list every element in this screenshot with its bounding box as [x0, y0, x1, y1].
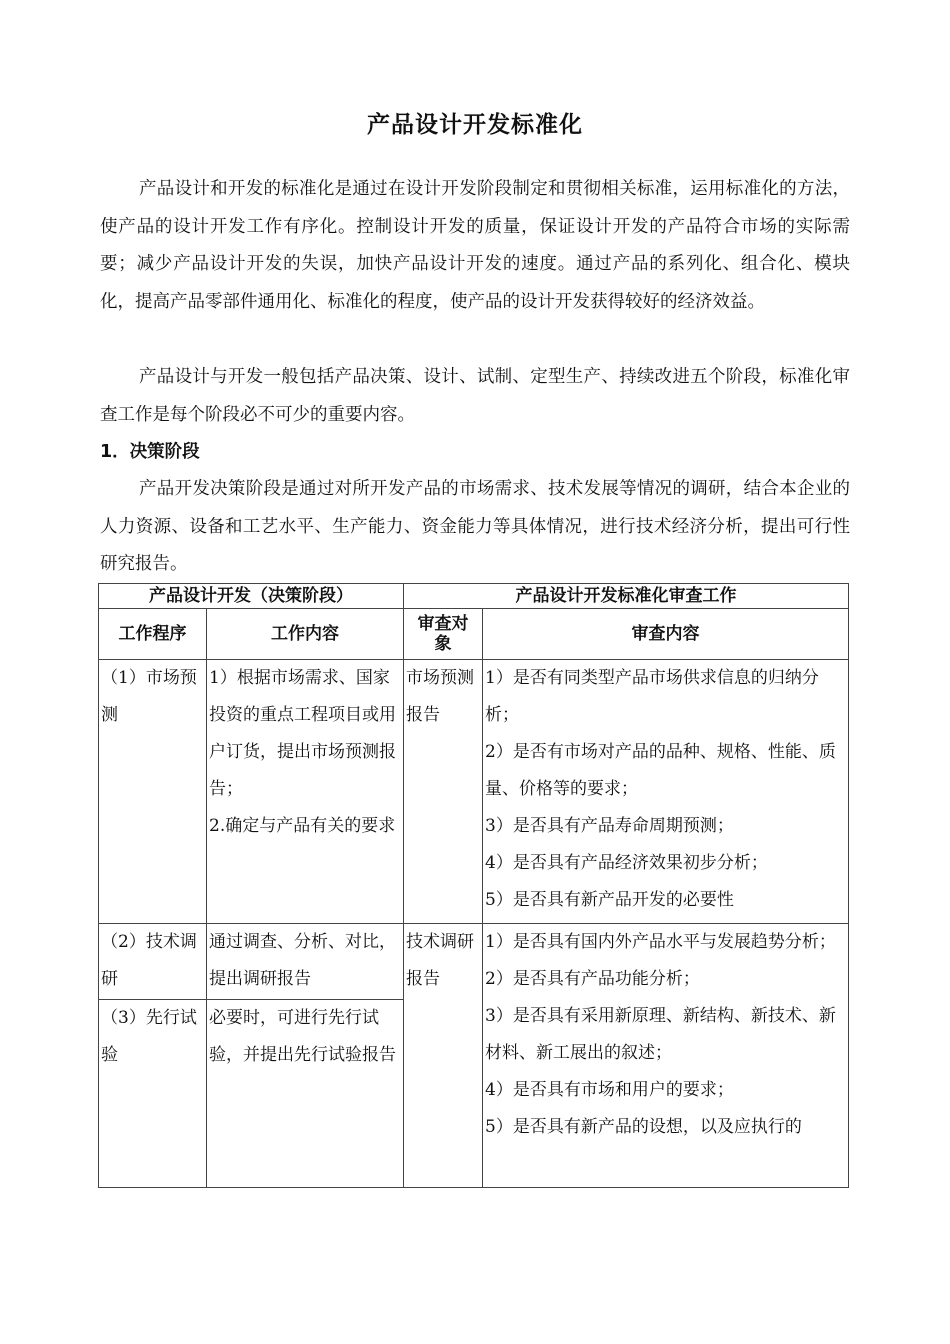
intro-paragraph-2: 产品设计与开发一般包括产品决策、设计、试制、定型生产、持续改进五个阶段，标准化审查工作是每个阶段必不可少的重要内容。: [100, 367, 850, 425]
review-item: 4）是否具有产品经济效果初步分析；: [485, 853, 768, 873]
content-line: 2.确定与产品有关的要求: [209, 816, 396, 836]
intro-paragraph-1: 产品设计和开发的标准化是通过在设计开发阶段制定和贯彻相关标准，运用标准化的方法，使产品的设计开发工作有序化。控制设计开发的质量，保证设计开发的产品符合市场的实际需要；减少产品设计开发的失误，加快产品设计开发的速度。通过产品的系列化、组合化、模块化，提高产品零部件通用化、标准化的程度，使产品的设计开发获得较好的经济效益。: [100, 179, 850, 312]
procedure-cell: [99, 1000, 207, 1188]
group-header-decision: 产品设计开发（决策阶段）: [99, 584, 404, 609]
column-header-review: 审查内容: [483, 609, 849, 660]
table-group-header-row: [99, 584, 849, 609]
section-heading: 1．决策阶段: [100, 442, 200, 462]
group-header-review: 产品设计开发标准化审查工作: [404, 584, 849, 609]
review-item: 4）是否具有市场和用户的要求；: [485, 1080, 734, 1100]
object-text: 技术调研报告: [406, 932, 474, 989]
object-cell: [404, 924, 483, 1188]
document-title: 产品设计开发标准化: [367, 112, 583, 138]
review-item: 1）是否有同类型产品市场供求信息的归纳分析；: [485, 668, 819, 725]
object-cell: [404, 660, 483, 924]
review-item: 2）是否具有产品功能分析；: [485, 969, 700, 989]
column-header-object: 审查对象: [404, 609, 483, 660]
table-column-header-row: [99, 609, 849, 660]
procedure-cell: [99, 660, 207, 924]
table-row: [99, 660, 849, 924]
content-line: 1）根据市场需求、国家投资的重点工程项目或用户订货，提出市场预测报告；: [209, 668, 396, 799]
content-line: 必要时，可进行先行试验，并提出先行试验报告: [209, 1008, 396, 1065]
object-text: 市场预测报告: [406, 668, 474, 725]
review-cell: [483, 924, 849, 1188]
review-item: 3）是否具有产品寿命周期预测；: [485, 816, 734, 836]
table-row: [99, 924, 849, 1000]
content-cell: [207, 1000, 404, 1188]
review-table: [98, 583, 849, 1188]
procedure-cell: [99, 924, 207, 1000]
review-cell: [483, 660, 849, 924]
content-cell: [207, 924, 404, 1000]
review-item: 5）是否具有新产品开发的必要性: [485, 890, 734, 910]
content-cell: [207, 660, 404, 924]
procedure-text: （3）先行试验: [101, 1008, 197, 1065]
review-item: 3）是否具有采用新原理、新结构、新技术、新材料、新工展出的叙述；: [485, 1006, 836, 1063]
column-header-content: 工作内容: [207, 609, 404, 660]
procedure-text: （2）技术调研: [101, 932, 197, 989]
content-line: 通过调查、分析、对比，提出调研报告: [209, 932, 396, 989]
section-paragraph: 产品开发决策阶段是通过对所开发产品的市场需求、技术发展等情况的调研，结合本企业的人力资源、设备和工艺水平、生产能力、资金能力等具体情况，进行技术经济分析，提出可行性研究报告。: [100, 479, 850, 574]
review-item: 2）是否有市场对产品的品种、规格、性能、质量、价格等的要求；: [485, 742, 836, 799]
review-item: 5）是否具有新产品的设想，以及应执行的: [485, 1117, 802, 1137]
column-header-procedure: 工作程序: [99, 609, 207, 660]
procedure-text: （1）市场预测: [101, 668, 197, 725]
review-item: 1）是否具有国内外产品水平与发展趋势分析；: [485, 932, 836, 952]
